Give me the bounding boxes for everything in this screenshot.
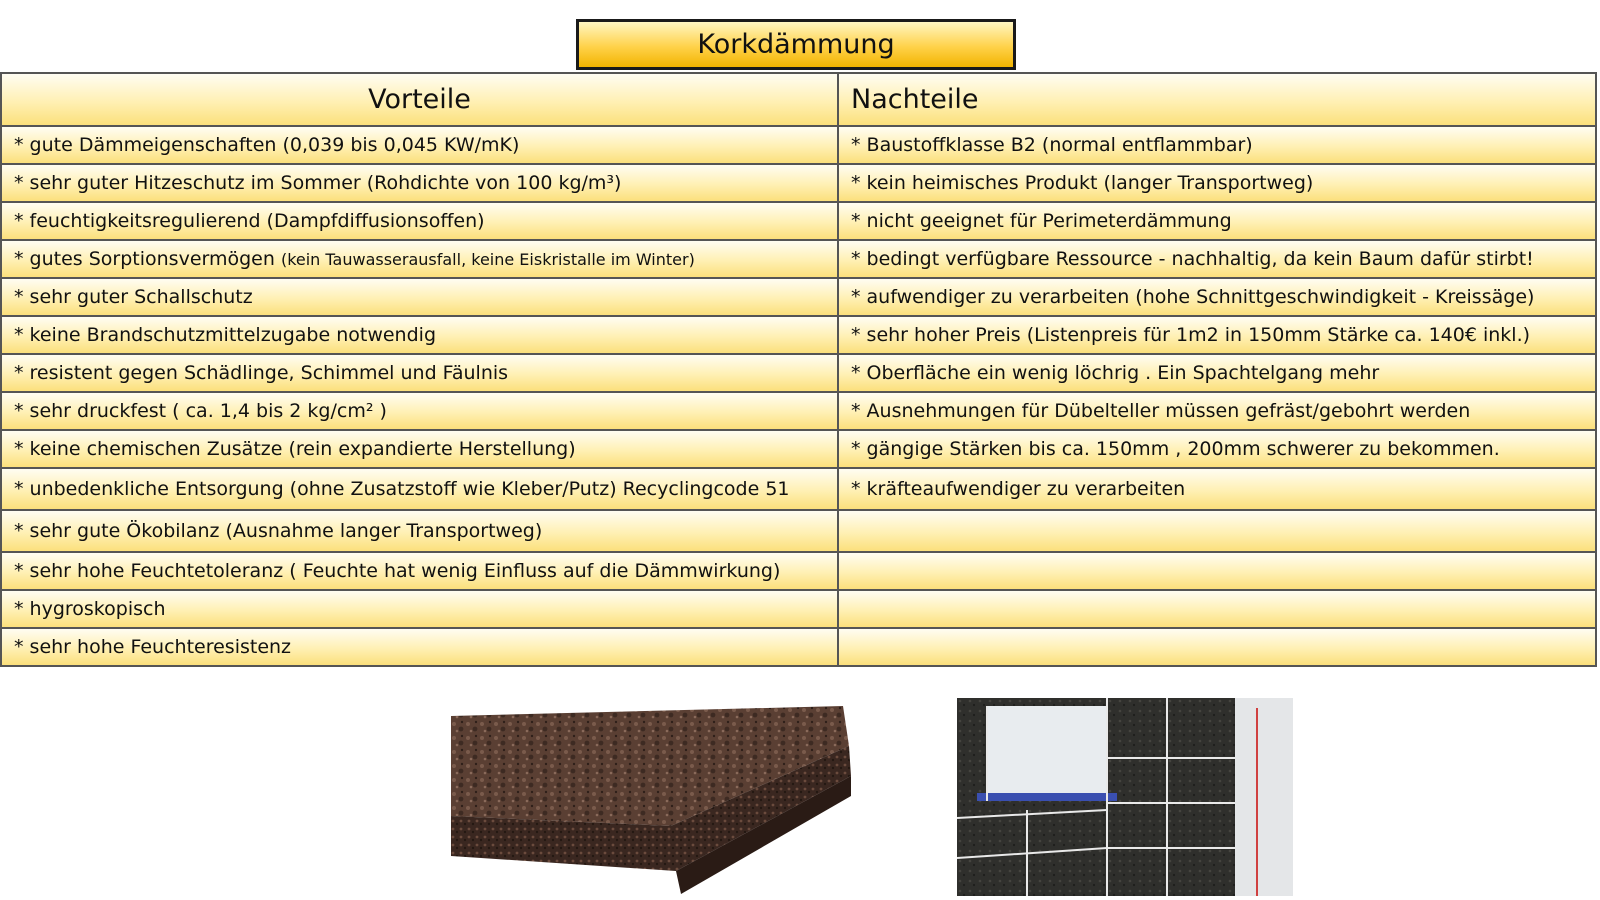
nachteil-cell — [838, 628, 1596, 666]
nachteil-cell: * kräfteaufwendiger zu verarbeiten — [838, 468, 1596, 510]
nachteil-cell: * nicht geeignet für Perimeterdämmung — [838, 202, 1596, 240]
table-row — [1, 510, 1596, 552]
vorteil-text: * gutes Sorptionsvermögen — [14, 248, 281, 270]
vorteil-cell: * gute Dämmeigenschaften (0,039 bis 0,045 KW/mK) — [1, 126, 838, 164]
comparison-table — [0, 72, 1597, 667]
vorteil-cell: * sehr guter Hitzeschutz im Sommer (Rohdichte von 100 kg/m³) — [1, 164, 838, 202]
nachteil-cell: * Ausnehmungen für Dübelteller müssen gefräst/gebohrt werden — [838, 392, 1596, 430]
table-row — [1, 628, 1596, 666]
nachteil-cell — [838, 510, 1596, 552]
nachteil-cell: * gängige Stärken bis ca. 150mm , 200mm schwerer zu bekommen. — [838, 430, 1596, 468]
vorteil-cell: * sehr hohe Feuchteresistenz — [1, 628, 838, 666]
table-row — [1, 240, 1596, 278]
vorteil-cell: * unbedenkliche Entsorgung (ohne Zusatzstoff wie Kleber/Putz) Recyclingcode 51 — [1, 468, 838, 510]
nachteil-cell: * bedingt verfügbare Ressource - nachhaltig, da kein Baum dafür stirbt! — [838, 240, 1596, 278]
table-row — [1, 354, 1596, 392]
nachteil-cell: * kein heimisches Produkt (langer Transportweg) — [838, 164, 1596, 202]
table-row — [1, 202, 1596, 240]
table-row — [1, 552, 1596, 590]
vorteil-cell: * feuchtigkeitsregulierend (Dampfdiffusionsoffen) — [1, 202, 838, 240]
vorteil-cell: * sehr guter Schallschutz — [1, 278, 838, 316]
cork-board-image — [451, 706, 851, 894]
table-row — [1, 590, 1596, 628]
vorteil-cell: * keine chemischen Zusätze (rein expandierte Herstellung) — [1, 430, 838, 468]
wall-insulation-illustration — [957, 698, 1293, 896]
nachteil-cell — [838, 552, 1596, 590]
page-title: Korkdämmung — [576, 19, 1016, 70]
table-row — [1, 126, 1596, 164]
nachteil-cell — [838, 590, 1596, 628]
cork-board-illustration — [451, 706, 851, 894]
nachteil-cell: * Oberfläche ein wenig löchrig . Ein Spachtelgang mehr — [838, 354, 1596, 392]
vorteil-cell: * sehr gute Ökobilanz (Ausnahme langer Transportweg) — [1, 510, 838, 552]
table-row — [1, 164, 1596, 202]
wall-insulation-image — [957, 698, 1293, 896]
header-vorteile: Vorteile — [1, 73, 838, 126]
vorteil-cell — [1, 240, 838, 278]
nachteil-cell: * sehr hoher Preis (Listenpreis für 1m2 in 150mm Stärke ca. 140€ inkl.) — [838, 316, 1596, 354]
vorteil-note: (kein Tauwasserausfall, keine Eiskristalle im Winter) — [280, 250, 695, 269]
table-row — [1, 392, 1596, 430]
table-row — [1, 316, 1596, 354]
vorteil-cell: * resistent gegen Schädlinge, Schimmel und Fäulnis — [1, 354, 838, 392]
vorteil-cell: * keine Brandschutzmittelzugabe notwendig — [1, 316, 838, 354]
table-row — [1, 278, 1596, 316]
nachteil-cell: * Baustoffklasse B2 (normal entflammbar) — [838, 126, 1596, 164]
vorteil-cell: * sehr druckfest ( ca. 1,4 bis 2 kg/cm² ) — [1, 392, 838, 430]
vorteil-cell: * hygroskopisch — [1, 590, 838, 628]
header-nachteile: Nachteile — [838, 73, 1596, 126]
vorteil-cell: * sehr hohe Feuchtetoleranz ( Feuchte hat wenig Einfluss auf die Dämmwirkung) — [1, 552, 838, 590]
table-row — [1, 430, 1596, 468]
table-row — [1, 468, 1596, 510]
table-header-row — [1, 73, 1596, 126]
nachteil-cell: * aufwendiger zu verarbeiten (hohe Schnittgeschwindigkeit - Kreissäge) — [838, 278, 1596, 316]
